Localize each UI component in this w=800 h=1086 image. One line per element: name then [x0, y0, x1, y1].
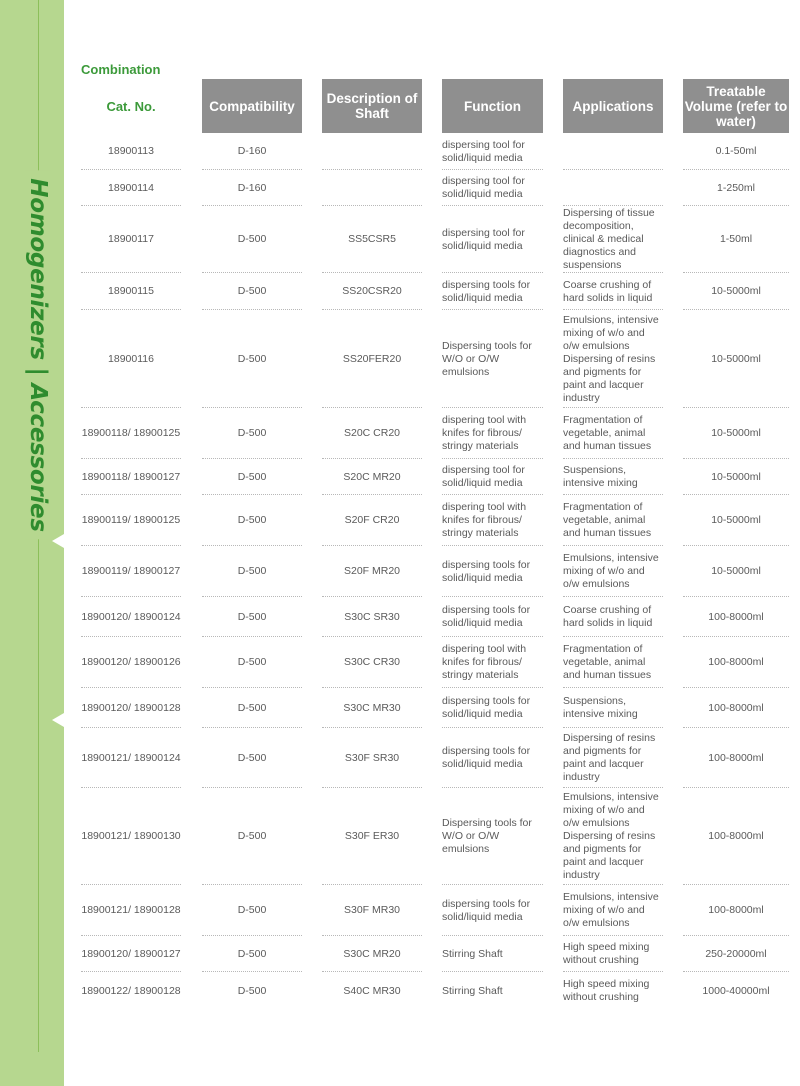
- cell-cat-no-text: 18900121/ 18900130: [81, 830, 181, 842]
- header-function: Function: [442, 79, 543, 133]
- cell-cat-no: [81, 597, 181, 637]
- cell-compatibility: [202, 972, 302, 1010]
- cell-function-text: dispering tool with knifes for fibrous/ stringy materials: [442, 501, 527, 539]
- cell-volume: [683, 133, 789, 170]
- cell-compatibility: [202, 688, 302, 728]
- cell-description-text: S30C SR30: [344, 610, 400, 623]
- cell-applications-text: Coarse crushing of hard solids in liquid: [563, 278, 653, 304]
- cell-compatibility: [202, 170, 302, 206]
- cell-cat-no-text: 18900122/ 18900128: [81, 984, 181, 997]
- cell-applications: [563, 972, 663, 1010]
- cell-applications-text: Fragmentation of vegetable, animal and human tissues: [563, 501, 652, 539]
- cell-volume: [683, 273, 789, 310]
- cell-applications: [563, 788, 663, 885]
- cell-function: [442, 688, 543, 728]
- cell-function-text: Dispersing tools for W/O or O/W emulsions: [442, 817, 532, 855]
- cell-function: [442, 170, 543, 206]
- cell-compatibility-text: D-500: [237, 656, 267, 668]
- cell-compatibility-text: D-160: [237, 181, 267, 194]
- cell-description: [322, 459, 422, 495]
- cell-description: [322, 206, 422, 273]
- cell-volume: [683, 206, 789, 273]
- cell-applications-text: Fragmentation of vegetable, animal and human tissues: [563, 414, 652, 452]
- cell-volume: [683, 597, 789, 637]
- cell-volume-text: 250-20000ml: [705, 947, 767, 960]
- cell-volume: [683, 408, 789, 459]
- table-row: [0, 408, 800, 459]
- cell-compatibility: [202, 885, 302, 936]
- header-volume: Treatable Volume (refer to water): [683, 79, 789, 133]
- cell-description-text: S20C MR20: [343, 470, 401, 483]
- cell-compatibility: [202, 459, 302, 495]
- cell-cat-no: [81, 273, 181, 310]
- cell-function-text: dispersing tool for solid/liquid media: [442, 138, 525, 164]
- cell-function-text: dispering tool with knifes for fibrous/ stringy materials: [442, 414, 527, 452]
- cell-description-text: S30F SR30: [344, 751, 400, 764]
- cell-compatibility-text: D-500: [237, 514, 267, 526]
- cell-cat-no: [81, 637, 181, 688]
- cell-applications: [563, 495, 663, 546]
- cell-compatibility: [202, 408, 302, 459]
- cell-description: [322, 408, 422, 459]
- table-row: [0, 688, 800, 728]
- cell-function: [442, 972, 543, 1010]
- cell-description: [322, 170, 422, 206]
- cell-description-text: SS20CSR20: [342, 285, 402, 297]
- table-row: [0, 972, 800, 1010]
- cell-volume-text: 10-5000ml: [711, 514, 761, 526]
- cell-cat-no: [81, 688, 181, 728]
- cell-description-text: S30C MR20: [343, 947, 401, 960]
- cell-function-text: dispersing tools for solid/liquid media: [442, 897, 531, 923]
- cell-cat-no-text: 18900116: [108, 352, 154, 365]
- cell-applications-text: High speed mixing without crushing: [563, 941, 650, 966]
- cell-cat-no-text: 18900115: [108, 285, 154, 297]
- cell-function-text: dispersing tool for solid/liquid media: [442, 175, 525, 200]
- cell-cat-no-text: 18900120/ 18900128: [81, 701, 181, 714]
- cell-function-text: dispersing tool for solid/liquid media: [442, 464, 525, 489]
- cell-function: [442, 133, 543, 170]
- cell-cat-no: [81, 459, 181, 495]
- cell-volume: [683, 728, 789, 788]
- cell-volume: [683, 885, 789, 936]
- cell-volume-text: 10-5000ml: [711, 285, 761, 297]
- cell-function-text: Dispersing tools for W/O or O/W emulsions: [442, 339, 532, 378]
- cell-function-text: Stirring Shaft: [442, 947, 503, 960]
- table-row: [0, 788, 800, 885]
- cell-compatibility: [202, 206, 302, 273]
- cell-volume-text: 1000-40000ml: [702, 984, 770, 997]
- cell-function-text: dispersing tools for solid/liquid media: [442, 558, 531, 584]
- cell-volume: [683, 788, 789, 885]
- table-row: [0, 885, 800, 936]
- cell-volume: [683, 495, 789, 546]
- cell-description: [322, 273, 422, 310]
- cell-compatibility-text: D-500: [237, 352, 267, 365]
- cell-volume-text: 100-8000ml: [708, 904, 764, 916]
- cell-cat-no-text: 18900119/ 18900127: [81, 565, 181, 577]
- cell-applications: [563, 885, 663, 936]
- cell-description: [322, 133, 422, 170]
- cell-cat-no: [81, 170, 181, 206]
- cell-function-text: dispersing tools for solid/liquid media: [442, 604, 531, 629]
- cell-cat-no: [81, 788, 181, 885]
- cell-cat-no: [81, 495, 181, 546]
- cell-description-text: S20C CR20: [343, 427, 401, 439]
- cell-description: [322, 728, 422, 788]
- cell-applications: [563, 133, 663, 170]
- cell-function: [442, 597, 543, 637]
- table-row: [0, 597, 800, 637]
- cell-volume-text: 100-8000ml: [708, 610, 764, 623]
- cell-applications-text: Fragmentation of vegetable, animal and human tissues: [563, 643, 652, 681]
- cell-cat-no: [81, 972, 181, 1010]
- cell-compatibility: [202, 597, 302, 637]
- cell-description: [322, 972, 422, 1010]
- cell-cat-no-text: 18900120/ 18900126: [81, 656, 181, 668]
- cell-applications: [563, 936, 663, 972]
- cell-applications-text: Emulsions, intensive mixing of w/o and o/w emulsions: [563, 891, 659, 929]
- cell-function: [442, 637, 543, 688]
- table-row: [0, 936, 800, 972]
- cell-volume-text: 10-5000ml: [711, 565, 761, 577]
- cell-function-text: dispersing tools for solid/liquid media: [442, 695, 531, 720]
- header-description: Description of Shaft: [322, 79, 422, 133]
- cell-description-text: S30C MR30: [343, 701, 401, 714]
- cell-cat-no: [81, 206, 181, 273]
- cell-cat-no: [81, 728, 181, 788]
- cell-function: [442, 885, 543, 936]
- cell-applications: [563, 728, 663, 788]
- cell-description: [322, 788, 422, 885]
- cell-volume: [683, 688, 789, 728]
- cell-function: [442, 206, 543, 273]
- cell-applications-text: Emulsions, intensive mixing of w/o and o/w emulsions Dispersing of resins and pigments for paint and lacquer industry: [563, 791, 659, 881]
- cell-applications-text: Emulsions, intensive mixing of w/o and o/w emulsions: [563, 552, 659, 590]
- cell-volume: [683, 972, 789, 1010]
- cell-volume-text: 100-8000ml: [708, 701, 764, 714]
- cell-compatibility-text: D-500: [237, 984, 267, 997]
- cell-applications: [563, 170, 663, 206]
- cell-function-text: Stirring Shaft: [442, 984, 503, 997]
- cell-volume-text: 10-5000ml: [711, 427, 761, 439]
- cell-applications: [563, 597, 663, 637]
- table-row: [0, 273, 800, 310]
- cell-compatibility-text: D-500: [237, 751, 267, 764]
- cell-function: [442, 459, 543, 495]
- cell-compatibility: [202, 637, 302, 688]
- cell-volume-text: 0.1-50ml: [715, 145, 757, 157]
- cell-volume: [683, 459, 789, 495]
- cell-applications-text: High speed mixing without crushing: [563, 978, 650, 1003]
- cell-cat-no: [81, 936, 181, 972]
- cell-cat-no-text: 18900114: [108, 181, 154, 194]
- table-row: [0, 637, 800, 688]
- cell-applications-text: Suspensions, intensive mixing: [563, 464, 638, 489]
- cell-volume-text: 10-5000ml: [711, 352, 761, 365]
- cell-volume: [683, 310, 789, 408]
- cell-volume: [683, 546, 789, 597]
- cell-description-text: S30F ER30: [344, 830, 400, 842]
- cell-volume-text: 1-250ml: [717, 181, 755, 194]
- cell-description-text: S30F MR30: [343, 904, 401, 916]
- cell-volume-text: 1-50ml: [719, 233, 753, 245]
- cell-description: [322, 546, 422, 597]
- section-title: Combination: [81, 62, 161, 77]
- cell-cat-no-text: 18900121/ 18900128: [81, 904, 181, 916]
- cell-function-text: dispersing tools for solid/liquid media: [442, 745, 531, 770]
- cell-compatibility: [202, 728, 302, 788]
- cell-description: [322, 495, 422, 546]
- cell-description: [322, 885, 422, 936]
- table-row: [0, 206, 800, 273]
- cell-function: [442, 788, 543, 885]
- cell-compatibility: [202, 788, 302, 885]
- cell-function: [442, 728, 543, 788]
- cell-description-text: S40C MR30: [343, 984, 401, 997]
- cell-compatibility-text: D-500: [237, 427, 267, 439]
- header-compatibility: Compatibility: [202, 79, 302, 133]
- cell-cat-no-text: 18900113: [108, 145, 154, 157]
- table-row: [0, 728, 800, 788]
- cell-compatibility-text: D-500: [237, 233, 267, 245]
- cell-volume-text: 10-5000ml: [711, 470, 761, 483]
- cell-cat-no: [81, 408, 181, 459]
- cell-function: [442, 495, 543, 546]
- cell-function: [442, 408, 543, 459]
- cell-function-text: dispersing tool for solid/liquid media: [442, 226, 525, 252]
- cell-compatibility-text: D-500: [237, 565, 267, 577]
- cell-applications: [563, 459, 663, 495]
- cell-applications: [563, 310, 663, 408]
- cell-volume: [683, 170, 789, 206]
- cell-cat-no-text: 18900119/ 18900125: [81, 514, 181, 526]
- cell-applications: [563, 206, 663, 273]
- cell-compatibility-text: D-500: [237, 830, 267, 842]
- table-row: [0, 170, 800, 206]
- cell-compatibility-text: D-500: [237, 904, 267, 916]
- table-row: [0, 310, 800, 408]
- cell-cat-no-text: 18900118/ 18900125: [81, 427, 181, 439]
- cell-applications-text: Dispersing of tissue decomposition, clinical & medical diagnostics and suspensions: [563, 207, 655, 271]
- cell-volume: [683, 637, 789, 688]
- cell-compatibility: [202, 273, 302, 310]
- cell-applications: [563, 688, 663, 728]
- cell-description: [322, 597, 422, 637]
- cell-description-text: S20F CR20: [344, 514, 400, 526]
- cell-applications: [563, 546, 663, 597]
- cell-applications-text: Coarse crushing of hard solids in liquid: [563, 604, 653, 629]
- cell-description: [322, 688, 422, 728]
- cell-compatibility-text: D-500: [237, 285, 267, 297]
- cell-cat-no: [81, 546, 181, 597]
- cell-compatibility: [202, 546, 302, 597]
- cell-function: [442, 273, 543, 310]
- cell-description-text: S30C CR30: [343, 656, 401, 668]
- cell-description-text: SS20FER20: [342, 352, 402, 365]
- cell-compatibility: [202, 495, 302, 546]
- cell-cat-no: [81, 310, 181, 408]
- sidebar-title: Homogenizers | Accessories: [25, 170, 51, 539]
- cell-volume-text: 100-8000ml: [708, 830, 764, 842]
- cell-cat-no: [81, 885, 181, 936]
- cell-applications-text: Emulsions, intensive mixing of w/o and o/w emulsions Dispersing of resins and pigments for paint and lacquer industry: [563, 313, 659, 404]
- header-applications: Applications: [563, 79, 663, 133]
- cell-compatibility: [202, 936, 302, 972]
- cell-applications: [563, 637, 663, 688]
- cell-compatibility-text: D-500: [237, 947, 267, 960]
- cell-description: [322, 936, 422, 972]
- cell-cat-no-text: 18900121/ 18900124: [81, 751, 181, 764]
- cell-volume-text: 100-8000ml: [708, 656, 764, 668]
- cell-applications-text: Dispersing of resins and pigments for paint and lacquer industry: [563, 732, 656, 783]
- header-cat-no: Cat. No.: [106, 98, 156, 114]
- cell-description-text: SS5CSR5: [348, 233, 396, 245]
- cell-compatibility-text: D-500: [237, 610, 267, 623]
- cell-description-text: S20F MR20: [343, 565, 401, 577]
- table-row: [0, 495, 800, 546]
- cell-cat-no-text: 18900120/ 18900127: [81, 947, 181, 960]
- cell-function: [442, 310, 543, 408]
- cell-compatibility-text: D-500: [237, 701, 267, 714]
- cell-compatibility: [202, 310, 302, 408]
- cell-applications: [563, 273, 663, 310]
- table-row: [0, 546, 800, 597]
- cell-function-text: dispering tool with knifes for fibrous/ stringy materials: [442, 643, 527, 681]
- cell-description: [322, 637, 422, 688]
- cell-volume: [683, 936, 789, 972]
- cell-compatibility-text: D-160: [237, 145, 267, 157]
- cell-volume-text: 100-8000ml: [708, 751, 764, 764]
- cell-description: [322, 310, 422, 408]
- table-row: [0, 459, 800, 495]
- cell-applications: [563, 408, 663, 459]
- cell-function-text: dispersing tools for solid/liquid media: [442, 278, 531, 304]
- cell-compatibility: [202, 133, 302, 170]
- cell-cat-no-text: 18900120/ 18900124: [81, 610, 181, 623]
- cell-function: [442, 546, 543, 597]
- cell-cat-no-text: 18900117: [108, 233, 154, 245]
- cell-cat-no: [81, 133, 181, 170]
- cell-function: [442, 936, 543, 972]
- table-row: [0, 133, 800, 170]
- cell-applications-text: Suspensions, intensive mixing: [563, 695, 638, 720]
- cell-compatibility-text: D-500: [237, 470, 267, 483]
- cell-cat-no-text: 18900118/ 18900127: [81, 470, 181, 483]
